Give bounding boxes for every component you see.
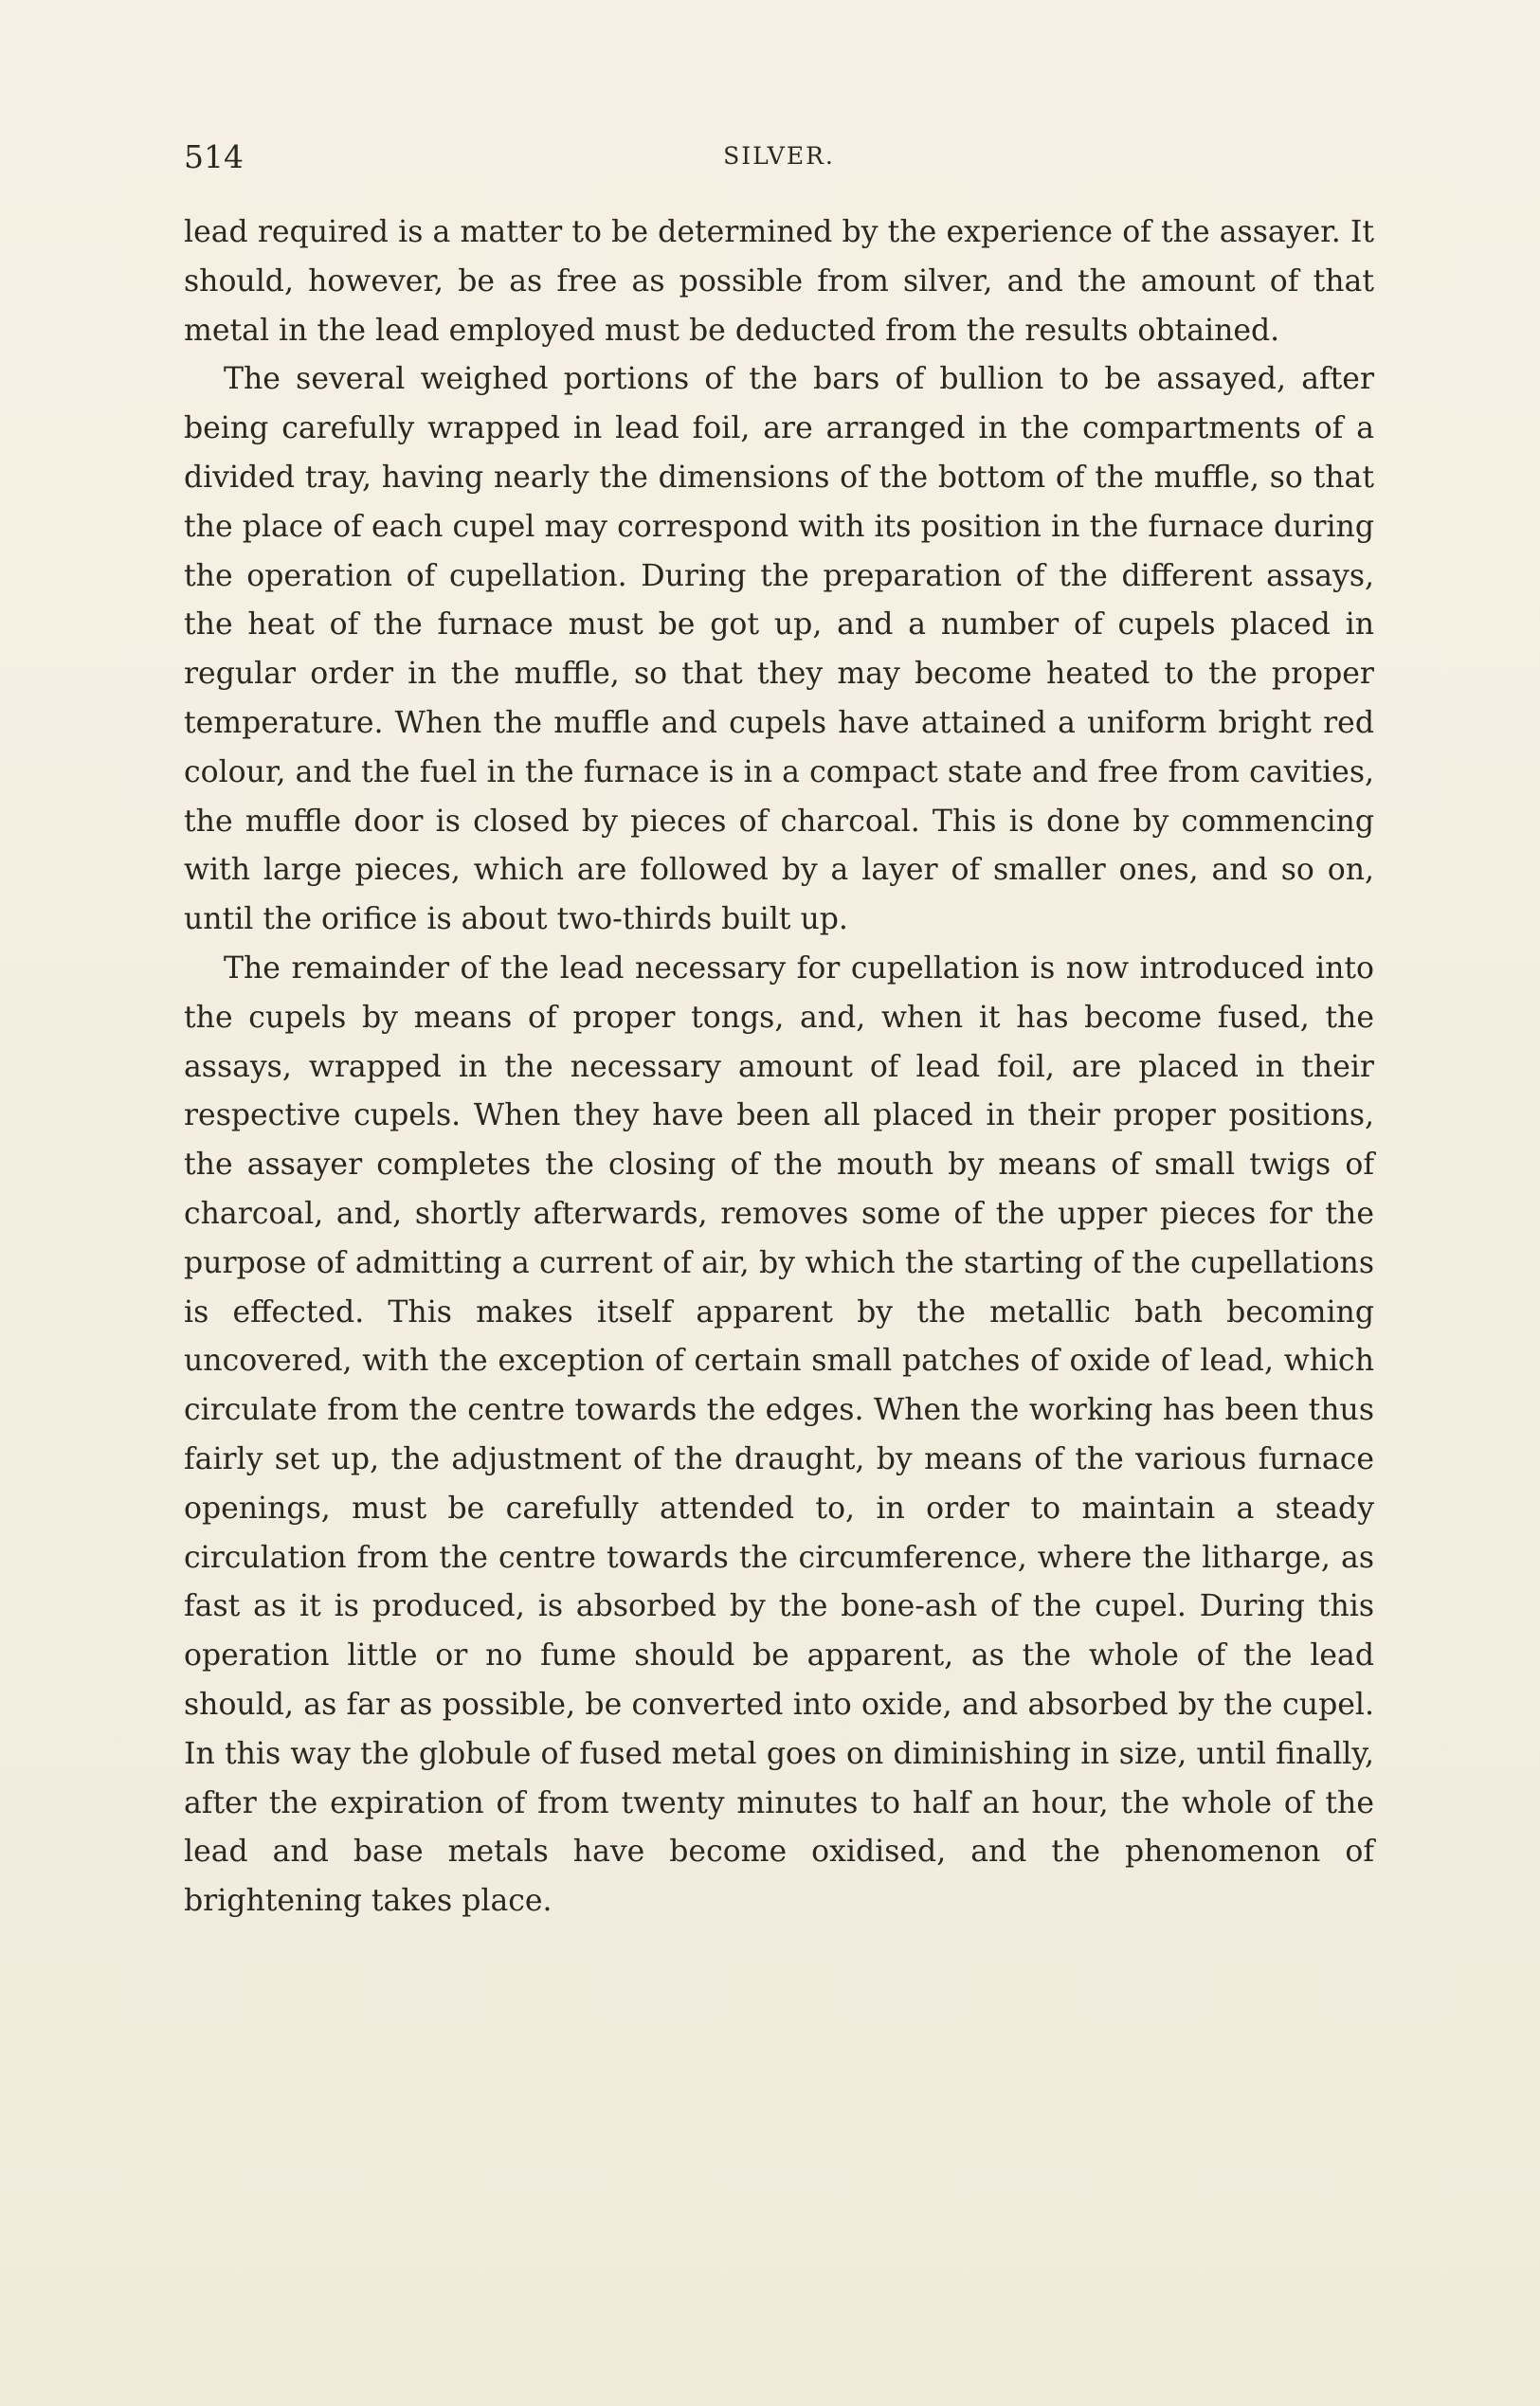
paragraph-continuation: lead required is a matter to be determined by the experience of the assayer. It should, however, be as free as possible from silver, and the amount of that metal in the lead employed must be deducted from the results obtained. bbox=[184, 215, 1374, 348]
running-title: SILVER. bbox=[723, 142, 835, 170]
page-number: 514 bbox=[184, 138, 244, 175]
paragraph-cupellation-process: The remainder of the lead necessary for cupellation is now introduced into the cupels by means of proper tongs, and, when it has become fused, the assays, wrapped in the necessary amount of lead foil, are placed in their respective cupels. When they have been all placed in their proper positions, the assayer completes the closing of the mouth by means of small twigs of charcoal, and, shortly afterwards, removes some of the upper pieces for the purpose of admitting a current of air, by which the starting of the cupellations is effected. This makes itself apparent by the metallic bath becoming uncovered, with the exception of certain small patches of oxide of lead, which circulate from the centre towards the edges. When the working has been thus fairly set up, the adjustment of the draught, by means of the various furnace openings, must be carefully attended to, in order to maintain a steady circulation from the centre towards the circumference, where the litharge, as fast as it is produced, is absorbed by the bone-ash of the cupel. During this operation little or no fume should be apparent, as the whole of the lead should, as far as possible, be converted into oxide, and absorbed by the cupel. In this way the globule of fused metal goes on diminishing in size, until finally, after the expiration of from twenty minutes to half an hour, the whole of the lead and base metals have become oxidised, and the phenomenon of brightening takes place. bbox=[184, 950, 1374, 1919]
paragraph-bullion-arrangement: The several weighed portions of the bars of bullion to be assayed, after being carefully wrapped in lead foil, are arranged in the compartments of a divided tray, having nearly the dimensions of the bottom of the muffle, so that the place of each cupel may correspond with its position in the furnace during the operation of cupellation. During the preparation of the different assays, the heat of the furnace must be got up, and a number of cupels placed in regular order in the muffle, so that they may become heated to the proper temperature. When the muffle and cupels have attained a uniform bright red colour, and the fuel in the furnace is in a compact state and free from cavities, the muffle door is closed by pieces of charcoal. This is done by commencing with large pieces, which are followed by a layer of smaller ones, and so on, until the orifice is about two-thirds built up. bbox=[184, 362, 1374, 937]
page-header bbox=[184, 138, 1374, 186]
body-text bbox=[184, 208, 1374, 1927]
